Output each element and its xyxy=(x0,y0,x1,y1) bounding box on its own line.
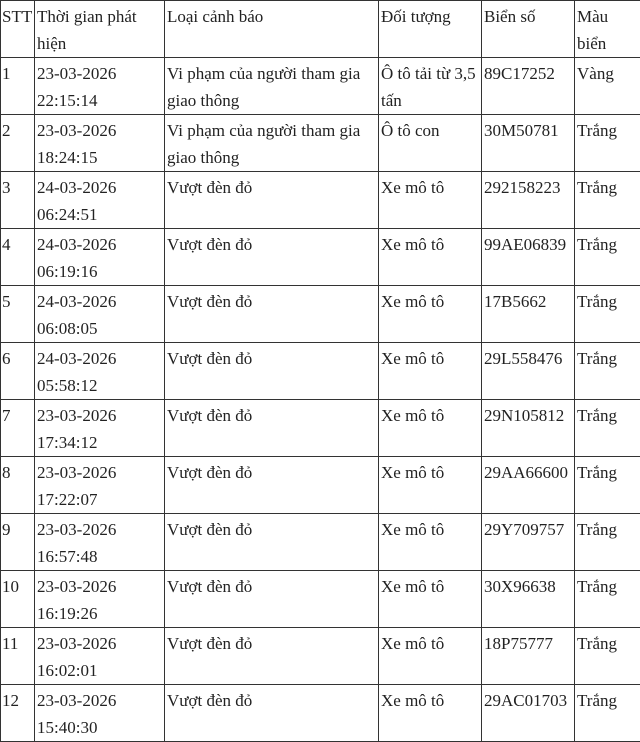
cell-plate-color: Trắng xyxy=(575,400,640,457)
cell-plate: 30X96638 xyxy=(482,571,575,628)
cell-plate: 18P75777 xyxy=(482,628,575,685)
cell-stt: 5 xyxy=(1,286,35,343)
table-row xyxy=(1,400,640,457)
cell-time: 24-03-2026 06:24:51 xyxy=(35,172,165,229)
cell-alert-type: Vi phạm của người tham gia giao thông xyxy=(165,115,379,172)
cell-time: 23-03-2026 22:15:14 xyxy=(35,58,165,115)
cell-stt: 6 xyxy=(1,343,35,400)
cell-time: 23-03-2026 15:40:30 xyxy=(35,685,165,742)
cell-alert-type: Vượt đèn đỏ xyxy=(165,685,379,742)
table-row xyxy=(1,628,640,685)
cell-time: 23-03-2026 18:24:15 xyxy=(35,115,165,172)
cell-plate-color: Trắng xyxy=(575,571,640,628)
cell-time: 23-03-2026 17:34:12 xyxy=(35,400,165,457)
table-row xyxy=(1,58,640,115)
table-row xyxy=(1,229,640,286)
cell-alert-type: Vượt đèn đỏ xyxy=(165,514,379,571)
header-stt: STT xyxy=(1,1,35,58)
cell-plate-color: Vàng xyxy=(575,58,640,115)
cell-stt: 1 xyxy=(1,58,35,115)
cell-time: 23-03-2026 16:02:01 xyxy=(35,628,165,685)
cell-alert-type: Vượt đèn đỏ xyxy=(165,229,379,286)
cell-vehicle-type: Ô tô tải từ 3,5 tấn xyxy=(379,58,482,115)
header-plate: Biển số xyxy=(482,1,575,58)
cell-plate-color: Trắng xyxy=(575,115,640,172)
cell-time: 23-03-2026 16:57:48 xyxy=(35,514,165,571)
cell-plate-color: Trắng xyxy=(575,229,640,286)
cell-alert-type: Vượt đèn đỏ xyxy=(165,172,379,229)
cell-time: 24-03-2026 05:58:12 xyxy=(35,343,165,400)
header-row xyxy=(1,1,640,58)
cell-stt: 2 xyxy=(1,115,35,172)
cell-vehicle-type: Xe mô tô xyxy=(379,685,482,742)
cell-plate: 17B5662 xyxy=(482,286,575,343)
table-row xyxy=(1,514,640,571)
cell-plate: 29AA66600 xyxy=(482,457,575,514)
cell-stt: 4 xyxy=(1,229,35,286)
cell-plate: 292158223 xyxy=(482,172,575,229)
table-row xyxy=(1,286,640,343)
cell-time: 23-03-2026 17:22:07 xyxy=(35,457,165,514)
table-header xyxy=(1,1,640,58)
cell-plate: 89C17252 xyxy=(482,58,575,115)
header-time: Thời gian phát hiện xyxy=(35,1,165,58)
cell-time: 23-03-2026 16:19:26 xyxy=(35,571,165,628)
cell-stt: 7 xyxy=(1,400,35,457)
cell-alert-type: Vượt đèn đỏ xyxy=(165,286,379,343)
cell-stt: 12 xyxy=(1,685,35,742)
table-row xyxy=(1,343,640,400)
table-row xyxy=(1,571,640,628)
cell-plate-color: Trắng xyxy=(575,172,640,229)
cell-vehicle-type: Ô tô con xyxy=(379,115,482,172)
cell-plate: 99AE06839 xyxy=(482,229,575,286)
table-row xyxy=(1,685,640,742)
cell-time: 24-03-2026 06:08:05 xyxy=(35,286,165,343)
cell-alert-type: Vượt đèn đỏ xyxy=(165,571,379,628)
cell-vehicle-type: Xe mô tô xyxy=(379,400,482,457)
cell-vehicle-type: Xe mô tô xyxy=(379,343,482,400)
cell-plate: 29Y709757 xyxy=(482,514,575,571)
cell-alert-type: Vượt đèn đỏ xyxy=(165,628,379,685)
cell-vehicle-type: Xe mô tô xyxy=(379,514,482,571)
cell-stt: 9 xyxy=(1,514,35,571)
cell-alert-type: Vượt đèn đỏ xyxy=(165,457,379,514)
cell-alert-type: Vượt đèn đỏ xyxy=(165,343,379,400)
table-body xyxy=(1,58,640,742)
cell-time: 24-03-2026 06:19:16 xyxy=(35,229,165,286)
cell-vehicle-type: Xe mô tô xyxy=(379,571,482,628)
cell-alert-type: Vượt đèn đỏ xyxy=(165,400,379,457)
cell-stt: 8 xyxy=(1,457,35,514)
cell-stt: 3 xyxy=(1,172,35,229)
cell-plate-color: Trắng xyxy=(575,286,640,343)
cell-plate-color: Trắng xyxy=(575,514,640,571)
header-color: Màu biển xyxy=(575,1,640,58)
cell-plate: 29N105812 xyxy=(482,400,575,457)
cell-alert-type: Vi phạm của người tham gia giao thông xyxy=(165,58,379,115)
cell-vehicle-type: Xe mô tô xyxy=(379,286,482,343)
table-row xyxy=(1,457,640,514)
cell-plate-color: Trắng xyxy=(575,685,640,742)
cell-stt: 10 xyxy=(1,571,35,628)
cell-stt: 11 xyxy=(1,628,35,685)
header-type: Loại cảnh báo xyxy=(165,1,379,58)
cell-plate: 29AC01703 xyxy=(482,685,575,742)
table-row xyxy=(1,115,640,172)
cell-plate-color: Trắng xyxy=(575,628,640,685)
cell-vehicle-type: Xe mô tô xyxy=(379,457,482,514)
cell-plate: 29L558476 xyxy=(482,343,575,400)
cell-vehicle-type: Xe mô tô xyxy=(379,229,482,286)
cell-plate-color: Trắng xyxy=(575,457,640,514)
cell-plate: 30M50781 xyxy=(482,115,575,172)
cell-plate-color: Trắng xyxy=(575,343,640,400)
cell-vehicle-type: Xe mô tô xyxy=(379,172,482,229)
cell-vehicle-type: Xe mô tô xyxy=(379,628,482,685)
header-object: Đối tượng xyxy=(379,1,482,58)
table-row xyxy=(1,172,640,229)
